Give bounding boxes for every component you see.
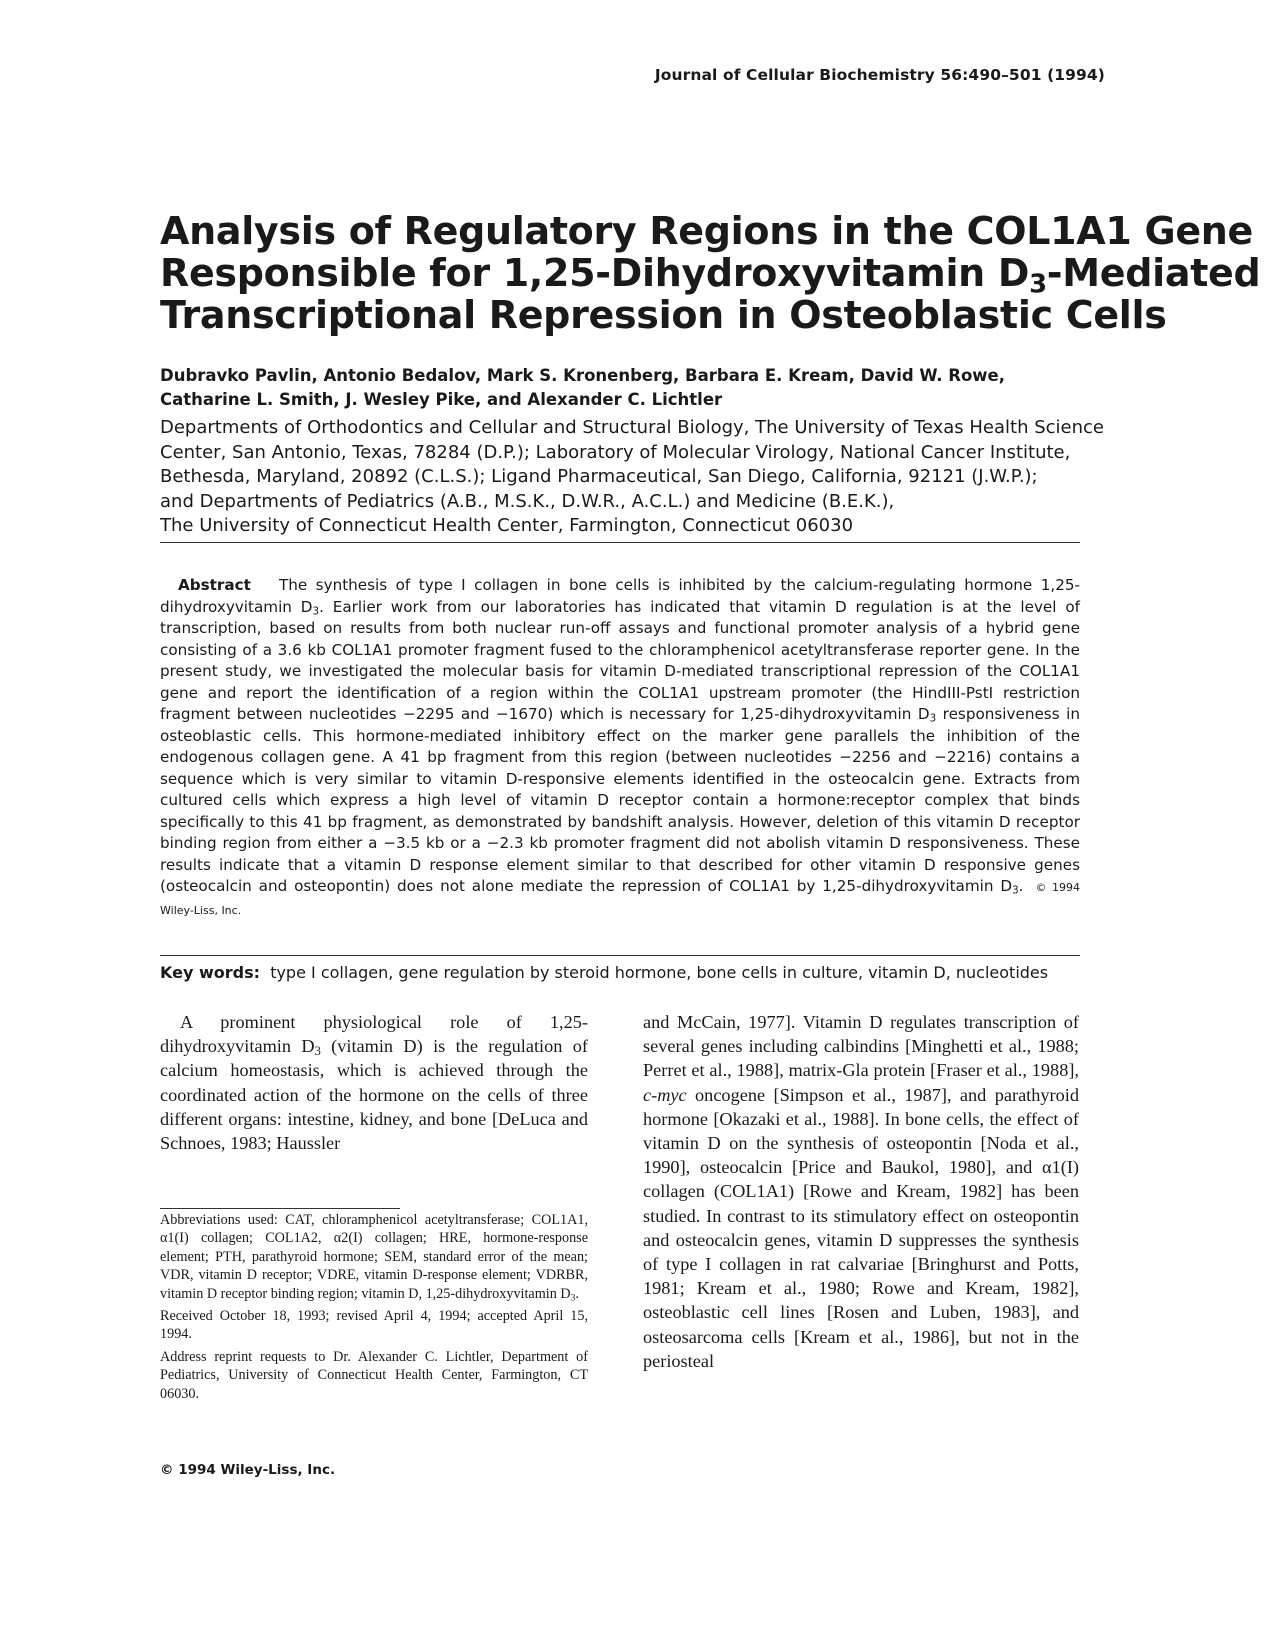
- footnotes: [160, 1211, 588, 1407]
- affiliation-line: and Departments of Pediatrics (A.B., M.S.K., D.W.R., A.C.L.) and Medicine (B.E.K.),: [160, 490, 895, 512]
- article-title: [160, 209, 1261, 337]
- divider-top: [160, 542, 1080, 543]
- authors-line-2: Catharine L. Smith, J. Wesley Pike, and Alexander C. Lichtler: [160, 390, 723, 409]
- footnote-divider: [160, 1208, 400, 1209]
- abstract-subscript: 3: [1012, 884, 1019, 897]
- abstract-subscript: 3: [929, 712, 937, 725]
- affiliation-line: Bethesda, Maryland, 20892 (C.L.S.); Ligand Pharmaceutical, San Diego, California, 92121 (J.W.P.);: [160, 466, 1038, 487]
- body-text: A prominent physiological role of 1,25-dihydroxyvitamin D: [160, 1012, 588, 1057]
- affiliation-line: Center, San Antonio, Texas, 78284 (D.P.); Laboratory of Molecular Virology, National Cancer Institute,: [160, 441, 1071, 463]
- abstract-copyright: © 1994 Wiley-Liss, Inc.: [160, 881, 1080, 917]
- title-line-1: Analysis of Regulatory Regions in the COL1A1 Gene: [160, 209, 1254, 253]
- abstract-label: Abstract: [178, 576, 251, 594]
- body-paragraph: [160, 1010, 588, 1155]
- divider-bottom: [160, 955, 1080, 956]
- body-paragraph: [643, 1010, 1079, 1373]
- body-text: and McCain, 1977]. Vitamin D regulates transcription of several genes including calbindins [Minghetti et al., 1988; Perret et al., 1988], matrix-Gla protein [Fraser et al., 1988],: [643, 1012, 1079, 1081]
- keywords-text: type I collagen, gene regulation by steroid hormone, bone cells in culture, vitamin D, nucleotides: [270, 963, 1049, 982]
- footnote-text: .: [575, 1285, 579, 1302]
- title-subscript: 3: [1029, 269, 1047, 300]
- abstract-subscript: 3: [312, 605, 320, 618]
- affiliations: [160, 416, 1120, 539]
- footnote-received: Received October 18, 1993; revised April 4, 1994; accepted April 15, 1994.: [160, 1308, 588, 1343]
- footnote-address: Address reprint requests to Dr. Alexander C. Lichtler, Department of Pediatrics, University of Connecticut Health Center, Farmington, CT 06030.: [160, 1348, 588, 1402]
- body-column-left: [160, 1010, 588, 1155]
- author-list: [160, 364, 1120, 412]
- affiliation-line: Departments of Orthodontics and Cellular and Structural Biology, The University of Texas Health Science: [160, 417, 1104, 438]
- keywords: [160, 962, 1080, 984]
- title-line-2-main: Responsible for 1,25-Dihydroxyvitamin D: [160, 251, 1030, 295]
- body-subscript: 3: [314, 1044, 321, 1059]
- copyright-footer: © 1994 Wiley-Liss, Inc.: [160, 1462, 336, 1478]
- affiliation-line: The University of Connecticut Health Center, Farmington, Connecticut 06030: [160, 515, 854, 536]
- body-column-right: [643, 1010, 1079, 1373]
- title-line-3: Transcriptional Repression in Osteoblastic Cells: [160, 293, 1167, 337]
- body-italic: c-myc: [643, 1084, 687, 1105]
- title-line-2: [160, 251, 1261, 300]
- authors-line-1: Dubravko Pavlin, Antonio Bedalov, Mark S. Kronenberg, Barbara E. Kream, David W. Rowe,: [160, 366, 1006, 385]
- title-line-2-suffix: -Mediated: [1046, 251, 1261, 295]
- abstract-text: The synthesis of type I collagen in bone cells is inhibited by the calcium-regulating hormone 1,25-dihydroxyvitamin D: [160, 576, 1080, 616]
- footnote-subscript: 3: [570, 1292, 576, 1304]
- journal-citation: Journal of Cellular Biochemistry 56:490–501 (1994): [654, 66, 1105, 84]
- footnote-text: Abbreviations used: CAT, chloramphenicol acetyltransferase; COL1A1, α1(I) collagen; COL1A2, α2(I) collagen; HRE, hormone-response element; PTH, parathyroid hormone; SEM, standard error of the mean; VDR, vitamin D receptor; VDRE, vitamin D-response element; VDRBR, vitamin D receptor binding region; vitamin D, 1,25-dihydroxyvitamin D: [160, 1212, 588, 1302]
- abstract: [160, 575, 1080, 921]
- abstract-text: .: [1018, 877, 1024, 895]
- abstract-text: responsiveness in osteoblastic cells. This hormone-mediated inhibitory effect on the marker gene parallels the inhibition of the endogenous collagen gene. A 41 bp fragment from this region (between nucleotides −2256 and −2216) contains a sequence which is very similar to vitamin D-responsive elements identified in the osteocalcin gene. Extracts from cultured cells which express a high level of vitamin D receptor contain a hormone:receptor complex that binds specifically to this 41 bp fragment, as demonstrated by bandshift analysis. However, deletion of this vitamin D receptor binding region from either a −3.5 kb or a −2.3 kb promoter fragment did not abolish vitamin D responsiveness. These results indicate that a vitamin D response element similar to that described for other vitamin D responsive genes (osteocalcin and osteopontin) does not alone mediate the repression of COL1A1 by 1,25-dihydroxyvitamin D: [160, 705, 1080, 895]
- keywords-label: Key words:: [160, 963, 261, 982]
- body-text: oncogene [Simpson et al., 1987], and parathyroid hormone [Okazaki et al., 1988]. In bone cells, the effect of vitamin D on the synthesis of osteopontin [Noda et al., 1990], osteocalcin [Price and Baukol, 1980], and α1(I) collagen (COL1A1) [Rowe and Kream, 1982] has been studied. In contrast to its stimulatory effect on osteopontin and osteocalcin genes, vitamin D suppresses the synthesis of type I collagen in rat calvariae [Bringhurst and Potts, 1981; Kream et al., 1980; Rowe and Kream, 1982], osteoblastic cell lines [Rosen and Luben, 1983], and osteosarcoma cells [Kream et al., 1986], but not in the periosteal: [643, 1084, 1079, 1371]
- footnote-abbreviations: [160, 1211, 588, 1303]
- body-text: (vitamin D) is the regulation of calcium homeostasis, which is achieved through the coordinated action of the hormone on the cells of three different organs: intestine, kidney, and bone [DeLuca and Schnoes, 1983; Haussler: [160, 1036, 588, 1154]
- abstract-text: . Earlier work from our laboratories has indicated that vitamin D regulation is at the level of transcription, based on results from both nuclear run-off assays and functional promoter analysis of a hybrid gene consisting of a 3.6 kb COL1A1 promoter fragment fused to the chloramphenicol acetyltransferase reporter gene. In the present study, we investigated the molecular basis for vitamin D-mediated transcriptional repression of the COL1A1 gene and report the identification of a region within the COL1A1 upstream promoter (the HindIII-PstI restriction fragment between nucleotides −2295 and −1670) which is necessary for 1,25-dihydroxyvitamin D: [160, 597, 1080, 723]
